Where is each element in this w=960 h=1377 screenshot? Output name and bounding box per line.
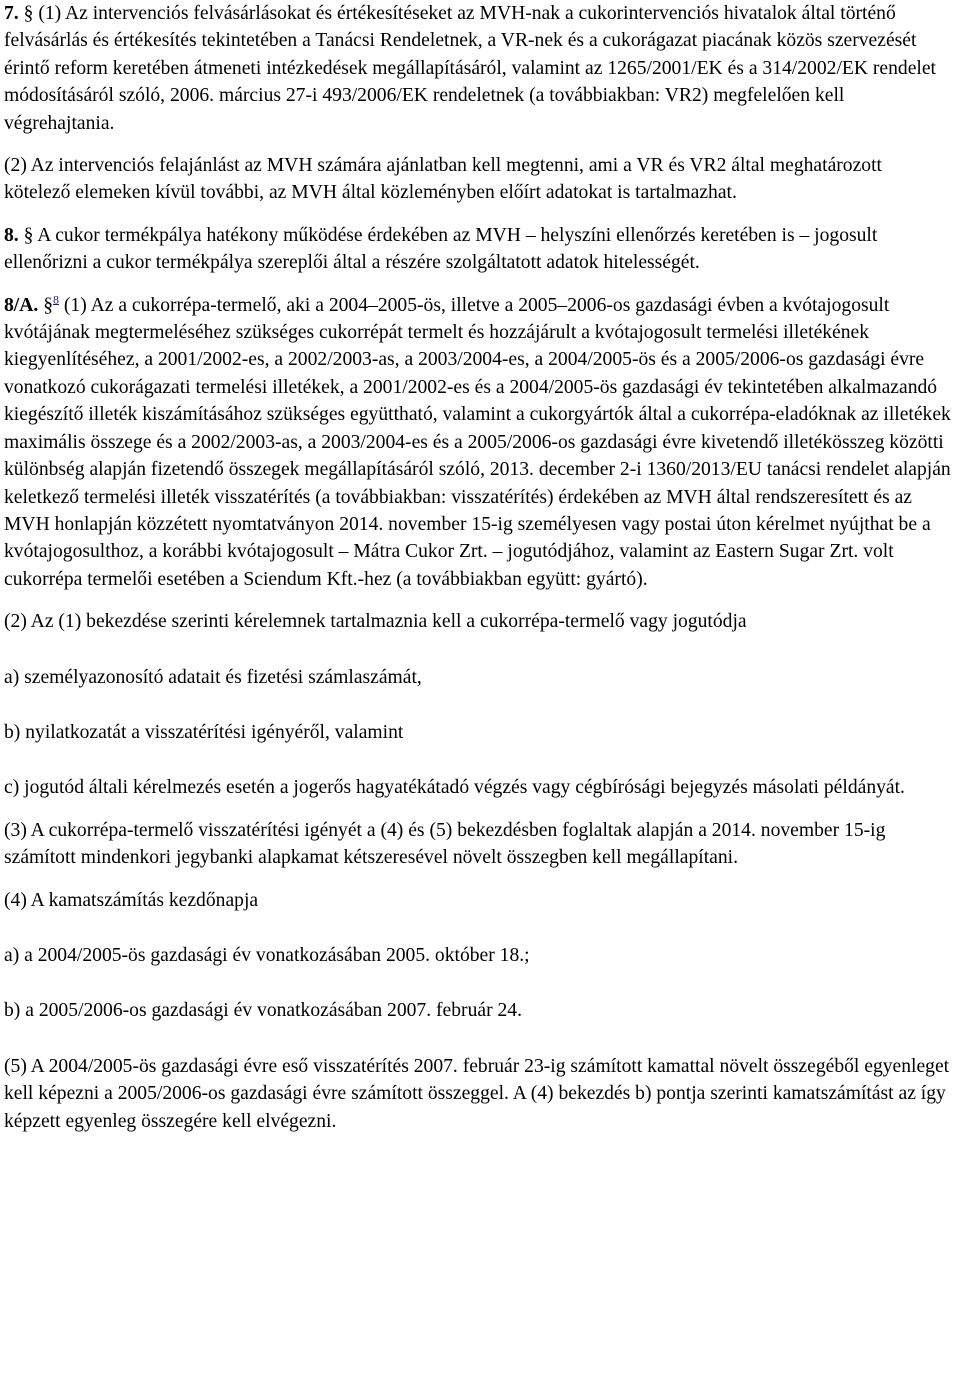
list-item-4b <box>4 997 952 1024</box>
paragraph-text: (1) Az a cukorrépa-termelő, aki a 2004–2005-ös, illetve a 2005–2006-os gazdasági évben a kvótajogosult kvótájának megtermeléséhez szükséges cukorrépát termelt és hozzájárult a kvótajogosult termelési illetékének kiegyenlítéséhez, a 2001/2002-es, a 2002/2003-as, a 2003/2004-es, a 2004/2005-ös és a 2005/2006-os gazdasági évre vonatkozó cukorágazati termelési illetékek, a 2001/2002-es és a 2004/2005-ös gazdasági év tekintetében alkalmazandó kiegészítő illeték kiszámításához szükséges együttható, valamint a cukorgyártók által a cukorrépa-eladóknak az illetékek maximális összege és a 2002/2003-as, a 2003/2004-es és a 2005/2006-os gazdasági évre kivetendő illetékösszeg közötti különbség alapján fizetendő összegek megállapításáról szóló, 2013. december 2-i 1360/2013/EU tanácsi rendelet alapján keletkező termelési illeték visszatérítés (a továbbiakban: visszatérítés) érdekében az MVH által rendszeresített és az MVH honlapján közzétett nyomtatványon 2014. november 15-ig személyesen vagy postai úton kérelmet nyújthat be a kvótajogosulthoz, a korábbi kvótajogosult – Mátra Cukor Zrt. – jogutódjához, valamint az Eastern Sugar Zrt. volt cukorrépa termelői esetében a Sciendum Kft.-hez (a továbbiakban együtt: gyártó). <box>4 294 951 590</box>
paragraph-text: (2) Az intervenciós felajánlást az MVH számára ajánlatban kell megtenni, ami a VR és VR2 által meghatározott kötelező elemeken kívül további, az MVH által közleményben előírt adatokat is tartalmazhat. <box>4 155 882 204</box>
list-item-text: b) nyilatkozatát a visszatérítési igényéről, valamint <box>4 721 404 743</box>
section-number: 8. <box>4 224 19 246</box>
section-8a-paragraph-2 <box>4 608 952 635</box>
section-number: 7. <box>4 3 19 24</box>
list-item-text: a) a 2004/2005-ös gazdasági év vonatkozásában 2005. október 18.; <box>4 944 530 966</box>
list-item-b <box>4 719 952 746</box>
section-7-paragraph-2 <box>4 152 952 207</box>
footnote-link[interactable]: 8 <box>53 292 59 307</box>
list-item-text: c) jogutód általi kérelmezés esetén a jogerős hagyatékátadó végzés vagy cégbírósági bejegyzés másolati példányát. <box>4 777 905 799</box>
paragraph-text: (3) A cukorrépa-termelő visszatérítési igényét a (4) és (5) bekezdésben foglaltak alapján a 2014. november 15-ig számított mindenkori jegybanki alapkamat kétszeresével növelt összegben kell megállapítani. <box>4 819 886 869</box>
section-8a-paragraph-4 <box>4 887 952 914</box>
section-8a-paragraph-3 <box>4 817 952 872</box>
section-sign: § <box>23 3 34 24</box>
section-7-paragraph-1 <box>4 0 952 137</box>
list-item-a <box>4 664 952 691</box>
list-item-text: b) a 2005/2006-os gazdasági év vonatkozásában 2007. február 24. <box>4 1000 522 1022</box>
paragraph-text: (1) Az intervenciós felvásárlásokat és értékesítéseket az MVH-nak a cukorintervenciós hivatalok által történő felvásárlás és értékesítés tekintetében a Tanácsi Rendeletnek, a VR-nek és a cukorágazat piacának közös szervezését érintő reform keretében átmeneti intézkedések megállapításáról, valamint az 1265/2001/EK és a 314/2002/EK rendelet módosításáról szóló, 2006. március 27-i 493/2006/EK rendeletnek (a továbbiakban: VR2) megfelelően kell végrehajtania. <box>4 3 936 134</box>
section-sign: § <box>23 224 34 246</box>
document-page <box>4 0 952 1150</box>
list-item-text: a) személyazonosító adatait és fizetési számlaszámát, <box>4 666 422 688</box>
section-number: 8/A. <box>4 294 39 316</box>
paragraph-text: (5) A 2004/2005-ös gazdasági évre eső visszatérítés 2007. február 23-ig számított kamattal növelt összegéből egyenleget kell képezni a 2005/2006-os gazdasági évre számított összeggel. A (4) bekezdés b) pontja szerinti kamatszámítást az így képzett egyenleg összegére kell elvégezni. <box>4 1055 950 1132</box>
paragraph-text: A cukor termékpálya hatékony működése érdekében az MVH – helyszíni ellenőrzés keretében is – jogosult ellenőrizni a cukor termékpálya szereplői által a részére szolgáltatott adatok hitelességét. <box>4 224 878 274</box>
list-item-c <box>4 774 952 801</box>
section-8a-paragraph-5 <box>4 1053 952 1135</box>
section-8a-paragraph-1 <box>4 292 952 593</box>
list-item-4a <box>4 942 952 969</box>
section-8-paragraph <box>4 222 952 277</box>
paragraph-text: (4) A kamatszámítás kezdőnapja <box>4 889 259 911</box>
paragraph-text: (2) Az (1) bekezdése szerinti kérelemnek tartalmaznia kell a cukorrépa-termelő vagy jogutódja <box>4 611 747 633</box>
section-sign: § <box>43 294 53 316</box>
